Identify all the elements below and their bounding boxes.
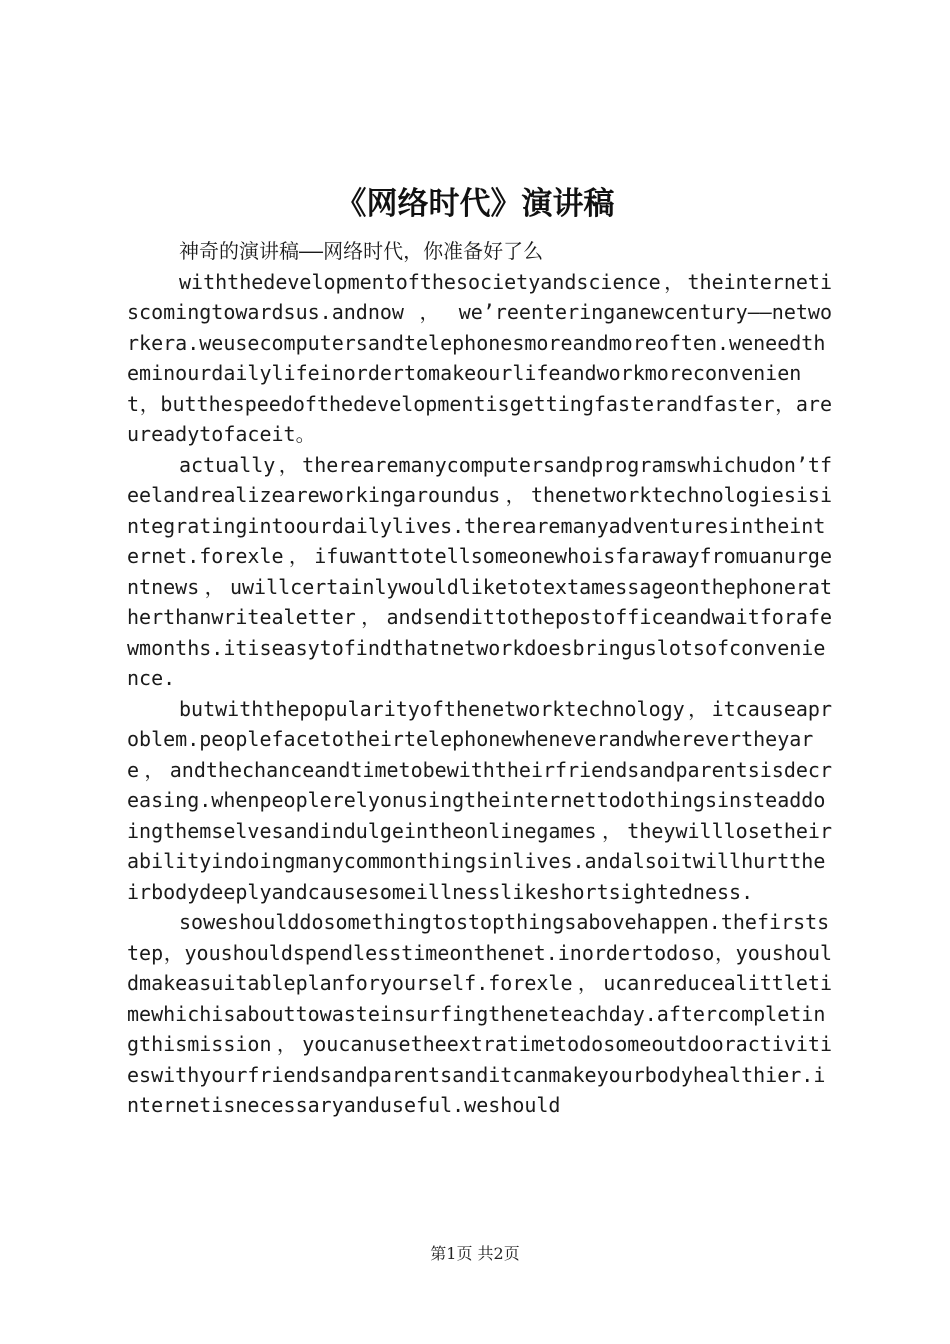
paragraph: withthedevelopmentofthesocietyandscience，theinternetiscomingtowardsus.andnow ， we’reenteringanewcentury——networkera.weusecomputersandtelephonesmoreandmoreoften.weneedtheminourdailylifeinordertomakeourlifeandworkmoreconvenient，butthespeedofthedevelopmentisgettingfasterandfaster，areureadytofaceit。 <box>127 269 832 446</box>
document-title: 《网络时代》演讲稿 <box>335 186 615 222</box>
document-body <box>127 236 832 1186</box>
paragraph: actually，therearemanycomputersandprogramswhichudon’tfeelandrealizeareworkingaroundus，thenetworktechnologiesisintegratingintoourdailylives.therearemanyadventuresintheinternet.forexle，ifuwanttotellsomeonewhoisfarawayfromuanurgentnews，uwillcertainlywouldliketotextamessageonthephoneratherthanwritealetter，andsendittothepostofficeandwaitforafewmonths.itiseasytofindthatnetworkdoesbringuslotsofconvenience. <box>127 452 832 690</box>
paragraph-subtitle: 神奇的演讲稿——网络时代，你准备好了么 <box>179 239 544 263</box>
paragraph: soweshoulddosomethingtostopthingsabovehappen.thefirststep，youshouldspendlesstimeonthenet.inordertodoso，youshouldmakeasuitableplanforyourself.forexle，ucanreducealittletimewhichisabouttowasteinsurfingtheneteachday.aftercompletingthismission，youcanusetheextratimetodosomeoutdooractivitieswithyourfriendsandparentsanditcanmakeyourbodyhealthier.internetisnecessaryanduseful.weshould <box>127 910 832 1117</box>
page-footer: 第1页 共2页 <box>430 1244 520 1263</box>
paragraph: butwiththepopularityofthenetworktechnology，itcauseaproblem.peoplefacetotheirtelephonewheneverandwherevertheyare，andthechanceandtimetobewiththeirfriendsandparentsisdecreasing.whenpeoplerelyonusingtheinternettodothingsinsteaddoingthemselvesandindulgeintheonlinegames，theywilllosetheirabilityindoingmanycommonthingsinlives.andalsoitwillhurttheirbodydeeplyandcausesomeillnesslikeshortsightedness. <box>127 696 832 904</box>
